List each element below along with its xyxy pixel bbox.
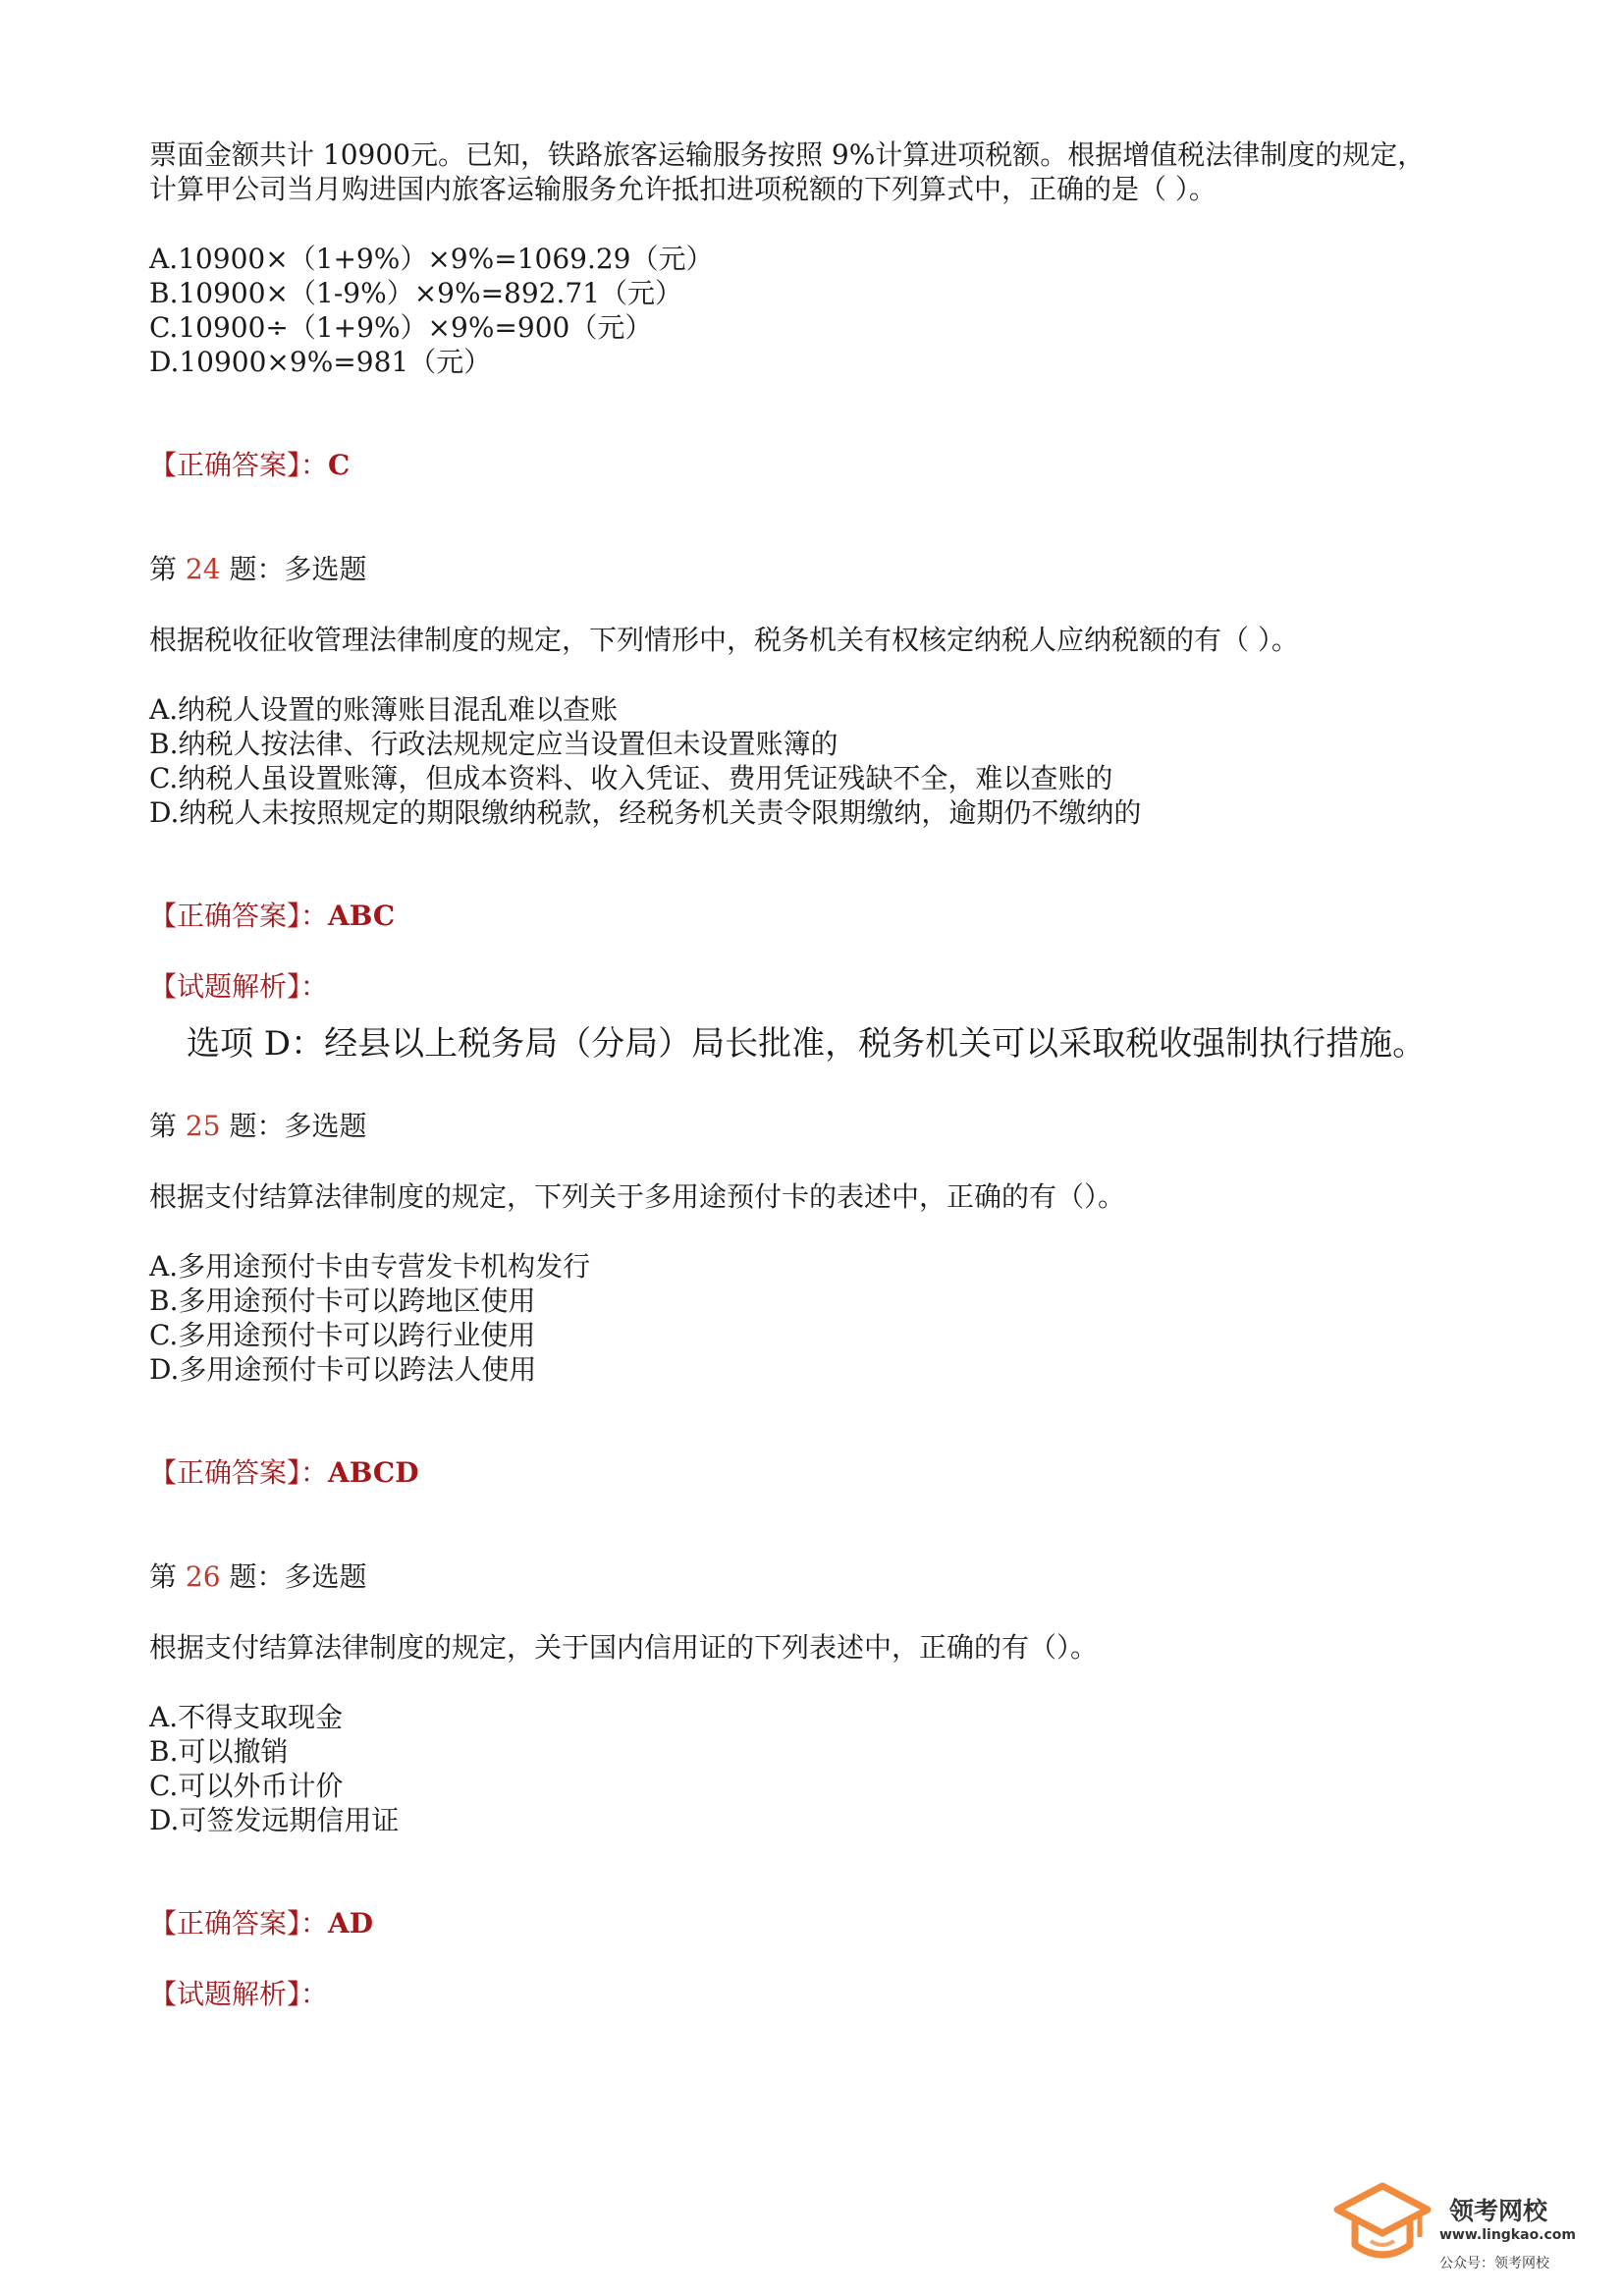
option-a: A.不得支取现金 [149,1701,344,1733]
question-type: 题：多选题 [229,1110,367,1142]
option-c: C.纳税人虽设置账簿，但成本资料、收入凭证、费用凭证残缺不全，难以查账的 [149,762,1113,794]
option-d: D.10900×9%=981（元） [149,346,492,378]
answer-value: AD [328,1907,374,1940]
answer-label: 【正确答案】： [149,449,329,481]
correct-answer [149,1906,1504,1941]
option-b: B.可以撤销 [149,1735,289,1768]
option-d: D.多用途预付卡可以跨法人使用 [149,1353,537,1386]
answer-value: ABC [328,900,396,932]
question-prefix: 第 [149,1560,178,1593]
answer-value: C [328,449,351,481]
question-number: 25 [185,1110,221,1142]
question-24 [149,552,1504,1066]
option-d: D.纳税人未按照规定的期限缴纳税款，经税务机关责令限期缴纳，逾期仍不缴纳的 [149,796,1142,829]
question-stem: 根据支付结算法律制度的规定，下列关于多用途预付卡的表述中，正确的有（）。 [149,1180,1126,1213]
option-c: C.10900÷（1+9%）×9%=900（元） [149,311,653,344]
graduation-cap-logo-icon [1331,2180,1434,2270]
question-heading [149,552,1504,587]
analysis-heading: 【试题解析】： [149,970,329,1003]
question-prefix: 第 [149,553,178,585]
question-stem: 根据支付结算法律制度的规定，关于国内信用证的下列表述中，正确的有（）。 [149,1631,1099,1664]
answer-value: ABCD [328,1456,419,1489]
answer-label: 【正确答案】： [149,1456,329,1489]
question-26 [149,1559,1504,2012]
question-prefix: 第 [149,1110,178,1142]
question-23 [149,137,1504,483]
question-heading [149,1109,1504,1144]
question-number: 24 [185,553,221,585]
answer-label: 【正确答案】： [149,1907,329,1940]
question-stem-line: 票面金额共计 10900元。已知，铁路旅客运输服务按照 9%计算进项税额。根据增值税法律制度的规定， [149,138,1426,171]
correct-answer [149,448,1504,483]
option-a: A.10900×（1+9%）×9%=1069.29（元） [149,243,714,275]
brand-wechat: 公众号：领考网校 [1439,2256,1549,2271]
brand-url: www.lingkao.com [1439,2227,1577,2243]
option-b: B.纳税人按法律、行政法规规定应当设置但未设置账簿的 [149,728,839,760]
correct-answer [149,1455,1504,1491]
option-d: D.可签发远期信用证 [149,1804,400,1836]
correct-answer [149,899,1504,934]
question-type: 题：多选题 [229,553,367,585]
option-b: B.10900×（1-9%）×9%=892.71（元） [149,277,683,309]
question-type: 题：多选题 [229,1560,367,1593]
analysis-text: 选项 D：经县以上税务局（分局）局长批准，税务机关可以采取税收强制执行措施。 [187,1024,1427,1064]
question-heading [149,1559,1504,1595]
option-c: C.多用途预付卡可以跨行业使用 [149,1319,536,1351]
option-b: B.多用途预付卡可以跨地区使用 [149,1285,536,1317]
option-a: A.多用途预付卡由专营发卡机构发行 [149,1250,591,1283]
question-25 [149,1109,1504,1491]
option-a: A.纳税人设置的账簿账目混乱难以查账 [149,693,619,726]
answer-label: 【正确答案】： [149,900,329,932]
document-body [149,137,1504,2012]
question-number: 26 [185,1560,221,1593]
question-stem: 根据税收征收管理法律制度的规定，下列情形中，税务机关有权核定纳税人应纳税额的有（ ）。 [149,624,1299,656]
analysis-heading: 【试题解析】： [149,1978,329,2010]
brand-name: 领考网校 [1449,2197,1548,2225]
footer-logo [1331,2170,1587,2278]
option-c: C.可以外币计价 [149,1770,344,1802]
question-stem-line: 计算甲公司当月购进国内旅客运输服务允许抵扣进项税额的下列算式中，正确的是（ ）。 [149,173,1217,205]
